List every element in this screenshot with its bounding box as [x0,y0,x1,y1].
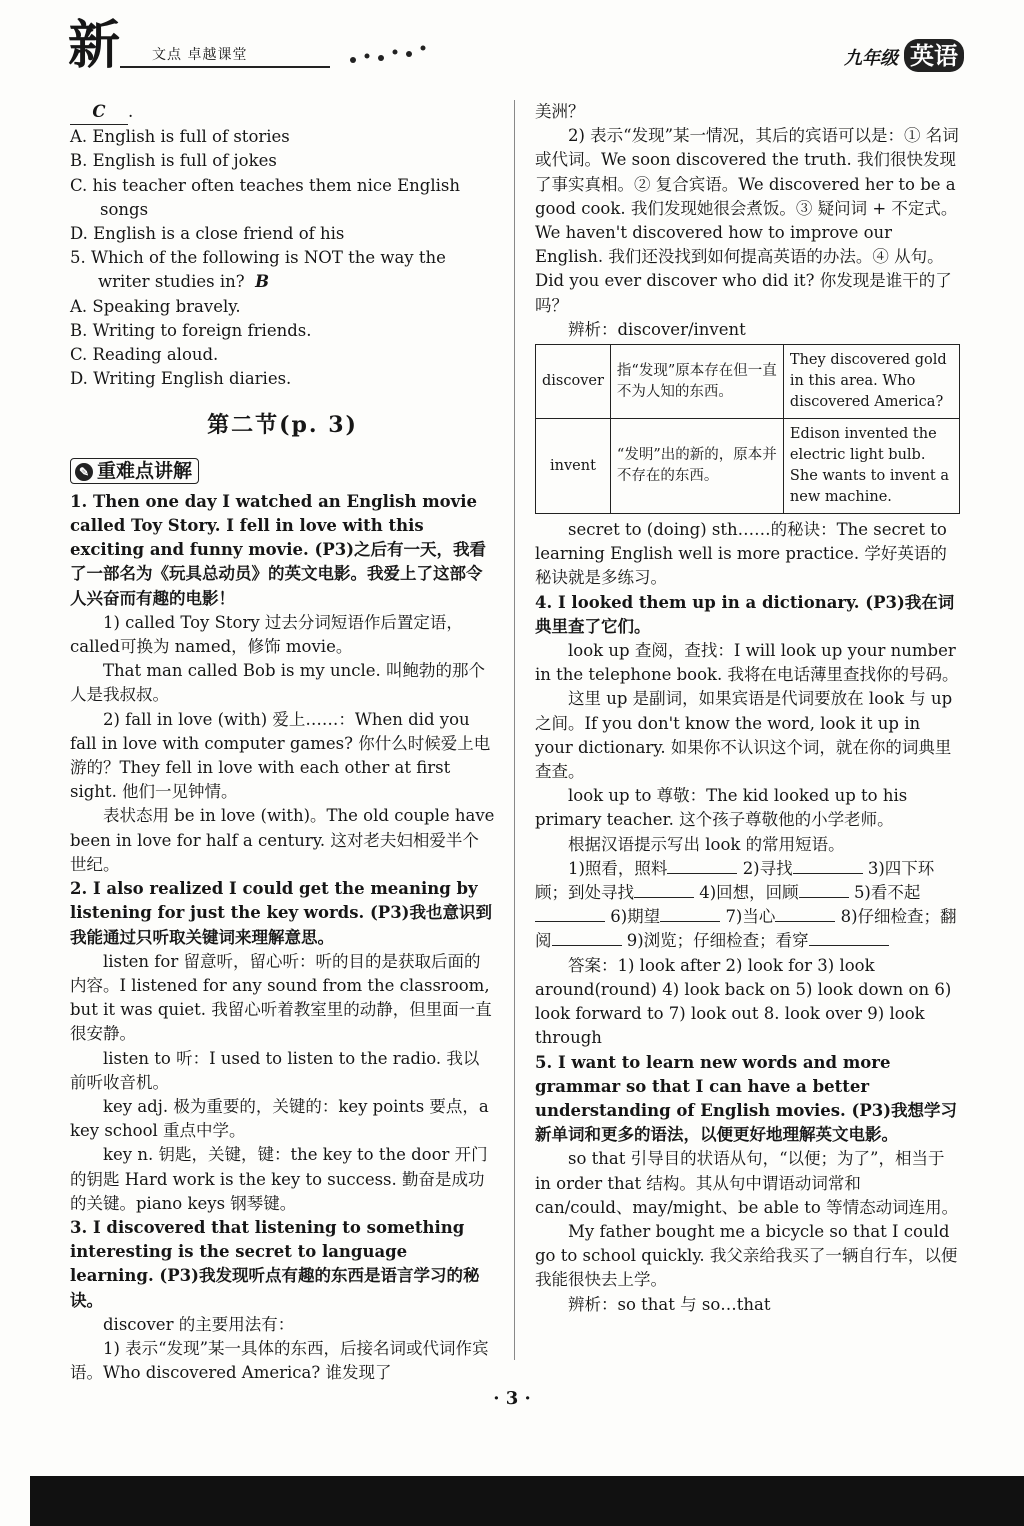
section-title: 第二节(p. 3) [207,412,358,439]
q4-option-b: B. English is full of jokes [70,151,277,171]
item1-note1: 1) called Toy Story 过去分词短语作后置定语，called可换为 named，修饰 movie。 [70,612,463,657]
exercise-answers [535,954,960,1051]
blank-7[interactable] [775,921,835,922]
item2-note2: listen to 听：I used to listen to the radio. 我以前听收音机。 [70,1048,480,1092]
discover-usage2: 2) 表示“发现”某一情况，其后的宾语可以是：① 名词或代词。We soon discovered the truth. 我们很快发现了事实真相。② 复合宾语。We discovered her to be a good cook. 我们发现她很会煮饭。③ 疑问词 + 不定式。We haven't discovered how to improve our English. 我们还没找到如何提高英语的办法。④ 从句。Did you ever discover who did it? 你发现是谁干的了吗？ [535,126,959,315]
item2-note4: key n. 钥匙，关键，键：the key to the door 开门的钥匙 Hard work is the key to success. 勤奋是成功的关键。piano keys 钢琴键。 [70,1145,488,1213]
item3-title: 3. I discovered that listening to something interesting is the secret to language learning. (P3)我发现听点有趣的东西是语言学习的秘诀。 [70,1217,480,1310]
exercise-item: 7)当心 [725,907,776,927]
item2-title: 2. I also realized I could get the meaning by listening for just the key words. (P3)我也意识到我能通过只听取关键词来理解意思。 [70,879,492,947]
discover-invent-table [535,344,960,514]
blank-5[interactable] [535,921,605,922]
key-points-banner [70,458,199,484]
header-rule [120,66,330,68]
banner-label: 重难点讲解 [97,459,193,482]
look-up-adverb-note: 这里 up 是副词，如果宾语是代词要放在 look 与 up 之间。If you don't know the word, look it up in your dictionary. 如果你不认识这个词，就在你的词典里查查。 [535,689,953,782]
table-cell-meaning: “发明”出的新的，原本并不存在的东西。 [610,419,783,514]
exercise-blanks [535,857,960,954]
blank-9[interactable] [809,945,889,946]
exercise-item: 6)期望 [610,907,661,927]
blank-8[interactable] [552,945,622,946]
page-number: · 3 · [493,1388,531,1409]
blank-2[interactable] [793,873,863,874]
header-grade: 九年级 [844,48,898,69]
q5-option-d: D. Writing English diaries. [70,369,292,389]
so-that-example: My father bought me a bicycle so that I could go to school quickly. 我父亲给我买了一辆自行车，以便我能很快去上学。 [535,1221,958,1290]
page-header [0,0,1024,90]
table-cell-word: discover [536,345,611,419]
q5-option-b: B. Writing to foreign friends. [70,320,312,340]
blank-3[interactable] [634,897,694,898]
table-row [536,419,960,514]
q5-stem-line [70,246,495,294]
bottom-bar [30,1476,1024,1526]
discover-invent-label: 辨析：discover/invent [568,319,746,339]
header-grade-subject [844,36,964,71]
exercise-item: 2)寻找 [742,858,793,878]
table-cell-example: They discovered gold in this area. Who discovered America? [783,345,959,419]
q5-stem: 5. Which of the following is NOT the way the writer studies in? [70,248,446,292]
exercise-instruction: 根据汉语提示写出 look 的常用短语。 [568,834,845,854]
so-that-note: so that 引导目的状语从句，“以便；为了”，相当于 in order that 结构。其从句中谓语动词常和 can/could、may/might、be able to 等情态动词连用。 [535,1149,959,1217]
exercise-item: 9)浏览；仔细检查；看穿 [626,931,809,951]
blank-4[interactable] [799,897,849,898]
q5-answer: B [255,272,270,292]
q5-option-c: C. Reading aloud. [70,345,219,365]
answers-label: 答案： [568,955,618,975]
blank-1[interactable] [667,873,737,874]
item2-note1: listen for 留意听，留心听：听的目的是获取后面的内容。I listened for any sound from the classroom, but it was quiet. 我留心听着教室里的动静，但里面一直很安静。 [70,951,492,1044]
look-up-to-note: look up to 尊敬：The kid looked up to his primary teacher. 这个孩子尊敬他的小学老师。 [535,786,908,830]
exercise-item: 5)看不起 [853,883,921,903]
q4-answer-line: C . [70,100,495,125]
answers-text: 1) look after 2) look for 3) look around(round) 4) look back on 5) look down on 6) look forward to 7) look out 8. look over 9) look through [535,955,952,1048]
item3-continue: 美洲？ [535,102,585,121]
item3-note2: 1) 表示“发现”某一具体的东西，后接名词或代词作宾语。Who discovered America? 谁发现了 [70,1338,489,1383]
item4-title: 4. I looked them up in a dictionary. (P3)我在词典里查了它们。 [535,592,955,636]
item2-note3: key adj. 极为重要的，关键的：key points 要点，a key school 重点中学。 [70,1096,489,1141]
look-up-note: look up 查阅，查找：I will look up your number in the telephone book. 我将在电话薄里查找你的号码。 [535,641,959,685]
exercise-item: 8)仔细检查；翻阅 [535,907,957,951]
item1-title: 1. Then one day I watched an English movie called Toy Story. I fell in love with this exciting and funny movie. (P3)之后有一天，我看了一部名为《玩具总动员》的英文电影。我爱上了这部令人兴奋而有趣的电影！ [70,491,487,608]
pen-icon: ✎ [75,463,93,481]
header-subtitle: 文点 卓越课堂 [152,47,248,63]
item5-title: 5. I want to learn new words and more grammar so that I can have a better understanding of English movies. (P3)我想学习新单词和更多的语法，以便更好地理解英文电影。 [535,1052,958,1145]
q5-option-a: A. Speaking bravely. [70,296,241,316]
table-cell-meaning: 指“发现”原本存在但一直不为人知的东西。 [610,345,783,419]
so-that-compare: 辨析：so that 与 so…that [568,1294,771,1314]
q4-answer: C [70,100,128,125]
blank-6[interactable] [660,921,720,922]
left-column [70,100,495,1385]
table-row [536,345,960,419]
secret-to-note: secret to (doing) sth……的秘诀：The secret to learning English well is more practice. 学好英语的秘诀就是多练习。 [535,520,947,588]
exercise-item: 1)照看，照料 [568,858,668,878]
item1-note2: That man called Bob is my uncle. 叫鲍勃的那个人是我叔叔。 [70,661,485,705]
q4-option-a: A. English is full of stories [70,127,290,147]
item3-note1: discover 的主要用法有： [103,1314,295,1334]
table-cell-example: Edison invented the electric light bulb. She wants to invent a new machine. [783,419,959,514]
header-decoration-icon [345,40,435,70]
right-column [535,100,960,1317]
table-cell-word: invent [536,419,611,514]
item1-note3: 2) fall in love (with) 爱上……：When did you fall in love with computer games? 你什么时候爱上电游的？They fell in love with each other at first sight. 他们一见钟情。 [70,709,491,802]
header-subject: 英语 [904,39,964,72]
q4-option-d: D. English is a close friend of his [70,224,345,244]
column-divider [514,100,515,1360]
q4-option-c: C. his teacher often teaches them nice English songs [70,175,460,219]
exercise-item: 4)回想，回顾 [699,883,799,903]
header-logo: 新 [68,15,121,76]
exercise-item: 3)四下环顾；到处寻找 [535,858,935,903]
item1-note4: 表状态用 be in love (with)。The old couple have been in love for half a century. 这对老夫妇相爱半个世纪。 [70,806,495,874]
